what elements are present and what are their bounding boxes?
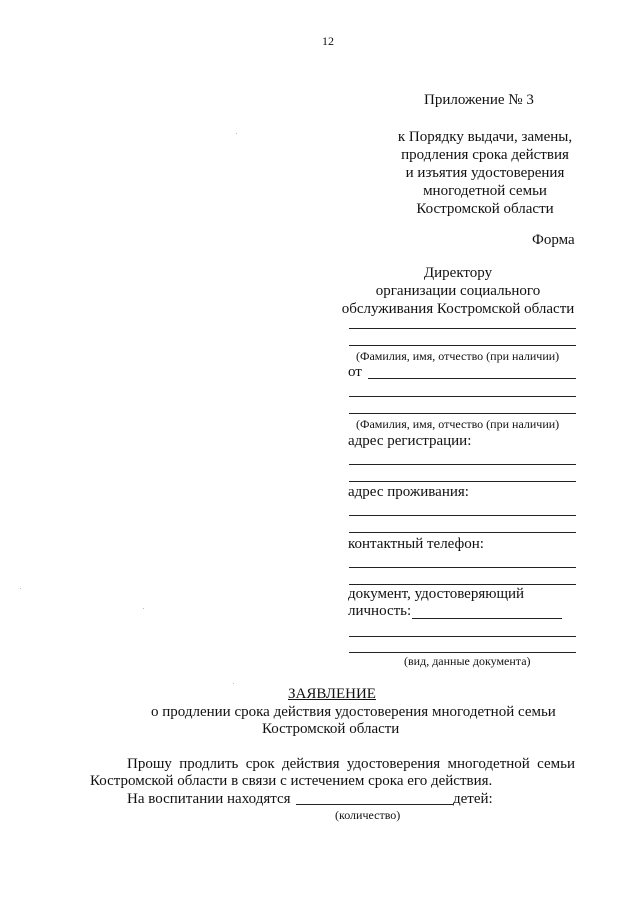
page-number: 12	[322, 34, 334, 48]
reg-address-line-2[interactable]	[349, 481, 576, 482]
scan-speck	[20, 588, 21, 589]
phone-label: контактный телефон:	[348, 536, 484, 552]
applicant-name-line-1[interactable]	[368, 378, 576, 379]
quantity-hint: (количество)	[335, 808, 401, 822]
form-label: Форма	[532, 232, 575, 248]
addressee-line: обслуживания Костромской области	[341, 301, 575, 317]
children-suffix: детей:	[453, 791, 493, 807]
id-doc-line-1[interactable]	[412, 618, 562, 619]
children-prefix: На воспитании находятся	[127, 791, 291, 807]
id-doc-line-3[interactable]	[349, 652, 576, 653]
addressee-block	[338, 264, 578, 318]
director-name-line-2[interactable]	[349, 345, 576, 346]
appendix-line: многодетной семьи	[423, 183, 547, 199]
appendix-line: продления срока действия	[401, 147, 569, 163]
scan-speck	[236, 133, 237, 134]
live-address-label: адрес проживания:	[348, 484, 469, 500]
from-label: от	[348, 364, 362, 380]
children-count-line[interactable]	[296, 804, 453, 805]
statement-subtitle-2: Костромской области	[262, 721, 400, 737]
statement-body-1: Прошу продлить срок действия удостоверения многодетной семьи	[127, 756, 575, 772]
fio-hint-director: (Фамилия, имя, отчество (при наличии)	[356, 349, 560, 363]
id-doc-label-1: документ, удостоверяющий	[348, 586, 525, 602]
appendix-title: Приложение № 3	[424, 92, 534, 108]
reg-address-line-1[interactable]	[349, 464, 576, 465]
appendix-line: Костромской области	[416, 201, 554, 217]
id-doc-line-2[interactable]	[349, 636, 576, 637]
addressee-line: организации социального	[375, 283, 541, 299]
applicant-name-line-2[interactable]	[349, 396, 576, 397]
statement-subtitle-1: о продлении срока действия удостоверения многодетной семьи	[151, 704, 556, 720]
reg-address-label: адрес регистрации:	[348, 433, 472, 449]
statement-title: ЗАЯВЛЕНИЕ	[288, 686, 376, 702]
scan-speck	[233, 683, 234, 684]
fio-hint-applicant: (Фамилия, имя, отчество (при наличии)	[356, 417, 560, 431]
id-doc-label-2: личность:	[348, 603, 412, 619]
scan-speck	[143, 608, 144, 609]
appendix-line: и изъятия удостоверения	[405, 165, 565, 181]
live-address-line-2[interactable]	[349, 532, 576, 533]
applicant-name-line-3[interactable]	[349, 413, 576, 414]
phone-line-1[interactable]	[349, 567, 576, 568]
statement-body-2: Костромской области в связи с истечением срока его действия.	[90, 773, 493, 789]
appendix-line: к Порядку выдачи, замены,	[397, 129, 573, 145]
addressee-line: Директору	[423, 265, 493, 281]
live-address-line-1[interactable]	[349, 515, 576, 516]
appendix-reference	[380, 128, 590, 218]
director-name-line-1[interactable]	[349, 328, 576, 329]
doc-hint: (вид, данные документа)	[404, 654, 531, 668]
